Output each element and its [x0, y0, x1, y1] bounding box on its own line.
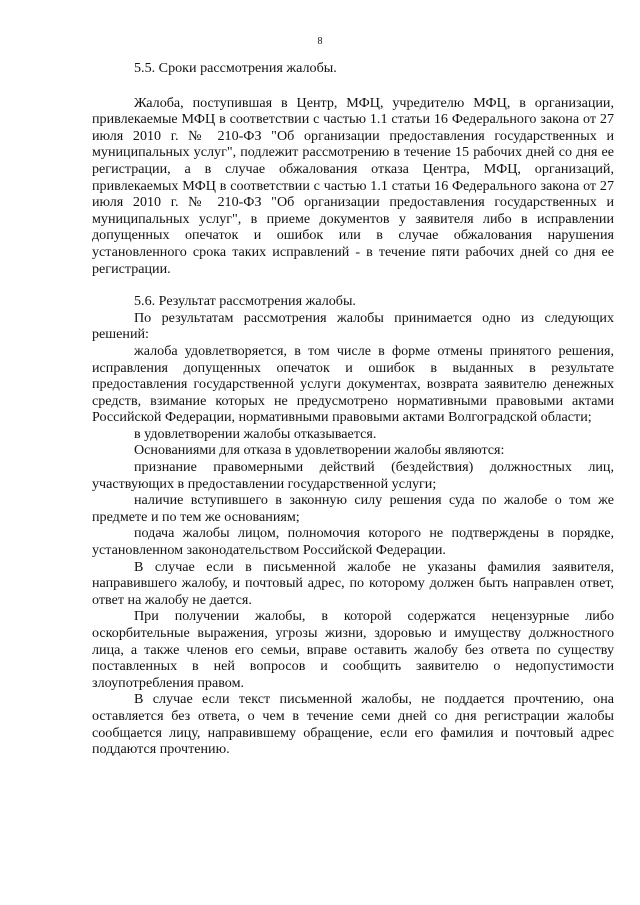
paragraph: В случае если текст письменной жалобы, не поддается прочтению, она оставляется без ответа, о чем в течение семи дней со дня регистрации жалобы сообщается лицу, направившему обращение, если его фамилия и почтовый адрес поддаются прочтению.: [92, 691, 614, 758]
paragraph: При получении жалобы, в которой содержатся нецензурные либо оскорбительные выражения, угрозы жизни, здоровью и имуществу должностного лица, а также членов его семьи, вправе оставить жалобу без ответа по существу поставленных в ней вопросов и сообщить заявителю о недопустимости злоупотребления правом.: [92, 608, 614, 691]
paragraph: наличие вступившего в законную силу решения суда по жалобе о том же предмете и по тем же основаниям;: [92, 492, 614, 525]
paragraph: подача жалобы лицом, полномочия которого не подтверждены в порядке, установленном законодательством Российской Федерации.: [92, 525, 614, 559]
section-5-5: [92, 60, 614, 277]
document-body: [92, 60, 614, 758]
page-number: 8: [317, 36, 323, 47]
paragraph: По результатам рассмотрения жалобы принимается одно из следующих решений:: [92, 309, 614, 343]
paragraph: жалоба удовлетворяется, в том числе в форме отмены принятого решения, исправления допущенных опечаток и ошибок в выданных в результате предоставления государственной услуги документах, возврата заявителю денежных средств, взимание которых не предусмотрено нормативными правовыми актами Российской Федерации, нормативными правовыми актами Волгоградской области;: [92, 342, 614, 426]
section-heading: 5.6. Результат рассмотрения жалобы.: [134, 293, 356, 310]
paragraph: Жалоба, поступившая в Центр, МФЦ, учредителю МФЦ, в организации, привлекаемые МФЦ в соответствии с частью 1.1 статьи 16 Федерального закона от 27 июля 2010 г. № 210-ФЗ "Об организации предоставления государственных и муниципальных услуг", подлежит рассмотрению в течение 15 рабочих дней со дня ее регистрации, а в случае обжалования отказа Центра, МФЦ, организаций, привлекаемых МФЦ в соответствии с частью 1.1 статьи 16 Федерального закона от 27 июля 2010 г. № 210-ФЗ "Об организации предоставления государственных и муниципальных услуг", в приеме документов у заявителя либо в исправлении допущенных опечаток и ошибок или в случае обжалования нарушения установленного срока таких исправлений - в течение пяти рабочих дней со дня ее регистрации.: [92, 94, 614, 277]
paragraph: в удовлетворении жалобы отказывается.: [134, 425, 377, 442]
section-5-6: [92, 293, 614, 758]
paragraph: признание правомерными действий (бездействия) должностных лиц, участвующих в предоставлении государственной услуги;: [92, 459, 614, 492]
paragraph: Основаниями для отказа в удовлетворении жалобы являются:: [134, 442, 505, 459]
section-heading: 5.5. Сроки рассмотрения жалобы.: [134, 60, 337, 76]
paragraph: В случае если в письменной жалобе не указаны фамилия заявителя, направившего жалобу, и почтовый адрес, по которому должен быть направлен ответ, ответ на жалобу не дается.: [92, 558, 614, 608]
